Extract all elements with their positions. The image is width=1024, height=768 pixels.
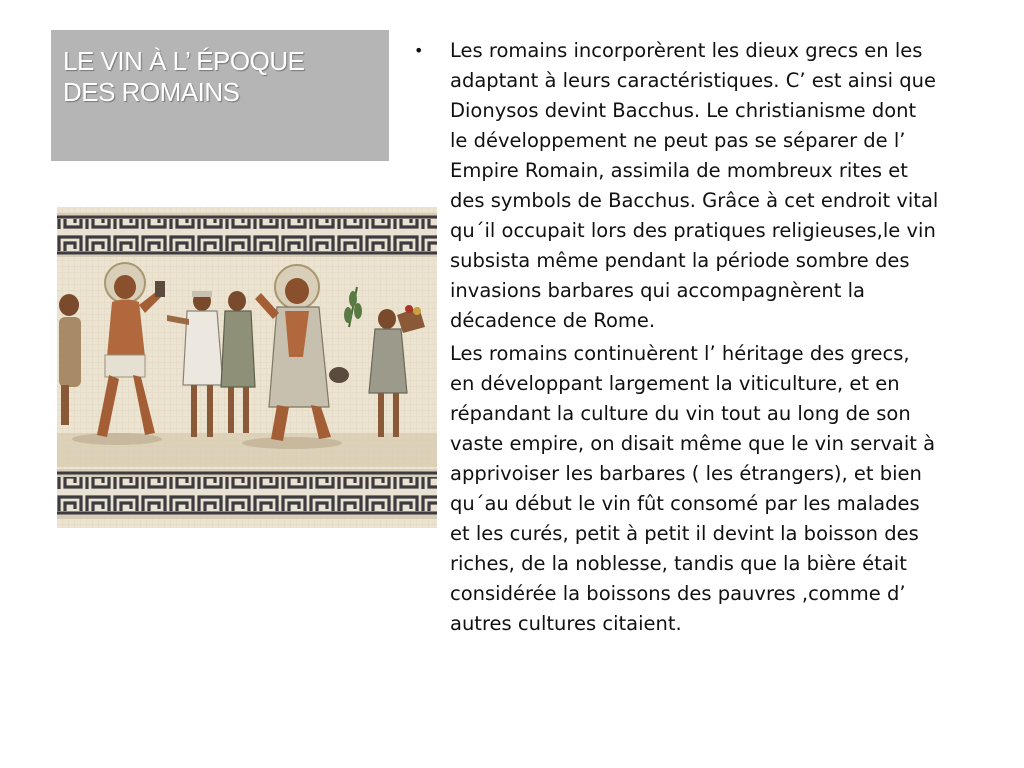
text-line: autres cultures citaient.: [450, 612, 682, 635]
slide-title: [63, 46, 379, 108]
text-line: Dionysos devint Bacchus. Le christianisme dont: [450, 99, 917, 122]
text-line: qu´il occupait lors des pratiques religieuses,le vin: [450, 219, 936, 242]
text-line: et les curés, petit à petit il devint la boisson des: [450, 522, 919, 545]
paragraph-1: [413, 36, 973, 336]
text-line: vaste empire, on disait même que le vin servait à: [450, 432, 936, 455]
roman-mosaic-image: [57, 207, 437, 528]
text-line: répandant la culture du vin tout au long de son: [450, 402, 911, 425]
slide-title-line-1: LE VIN À L’ ÉPOQUE: [63, 46, 305, 76]
text-line: en développant largement la viticulture, et en: [450, 372, 900, 395]
text-line: Les romains continuèrent l’ héritage des grecs,: [450, 342, 910, 365]
text-line: Les romains incorporèrent les dieux grecs en les: [450, 39, 923, 62]
body-text: [413, 36, 973, 639]
text-line: subsista même pendant la période sombre des: [450, 249, 910, 272]
text-line: riches, de la noblesse, tandis que la bière était: [450, 552, 907, 575]
text-line: décadence de Rome.: [450, 309, 656, 332]
text-line: adaptant à leurs caractéristiques. C’ est ainsi que: [450, 69, 936, 92]
text-line: invasions barbares qui accompagnèrent la: [450, 279, 865, 302]
title-box: [51, 30, 389, 161]
text-line: le développement ne peut pas se séparer de l’: [450, 129, 906, 152]
text-line: Empire Romain, assimila de mombreux rites et: [450, 159, 908, 182]
text-line: apprivoiser les barbares ( les étrangers), et bien: [450, 462, 922, 485]
bullet-icon: •: [414, 41, 424, 60]
text-line: des symbols de Bacchus. Grâce à cet endroit vital: [450, 189, 939, 212]
paragraph-2: [413, 339, 973, 639]
slide-title-line-2: DES ROMAINS: [63, 77, 240, 107]
text-line: qu´au début le vin fût consomé par les malades: [450, 492, 920, 515]
text-line: considérée la boissons des pauvres ,comme d’: [450, 582, 906, 605]
